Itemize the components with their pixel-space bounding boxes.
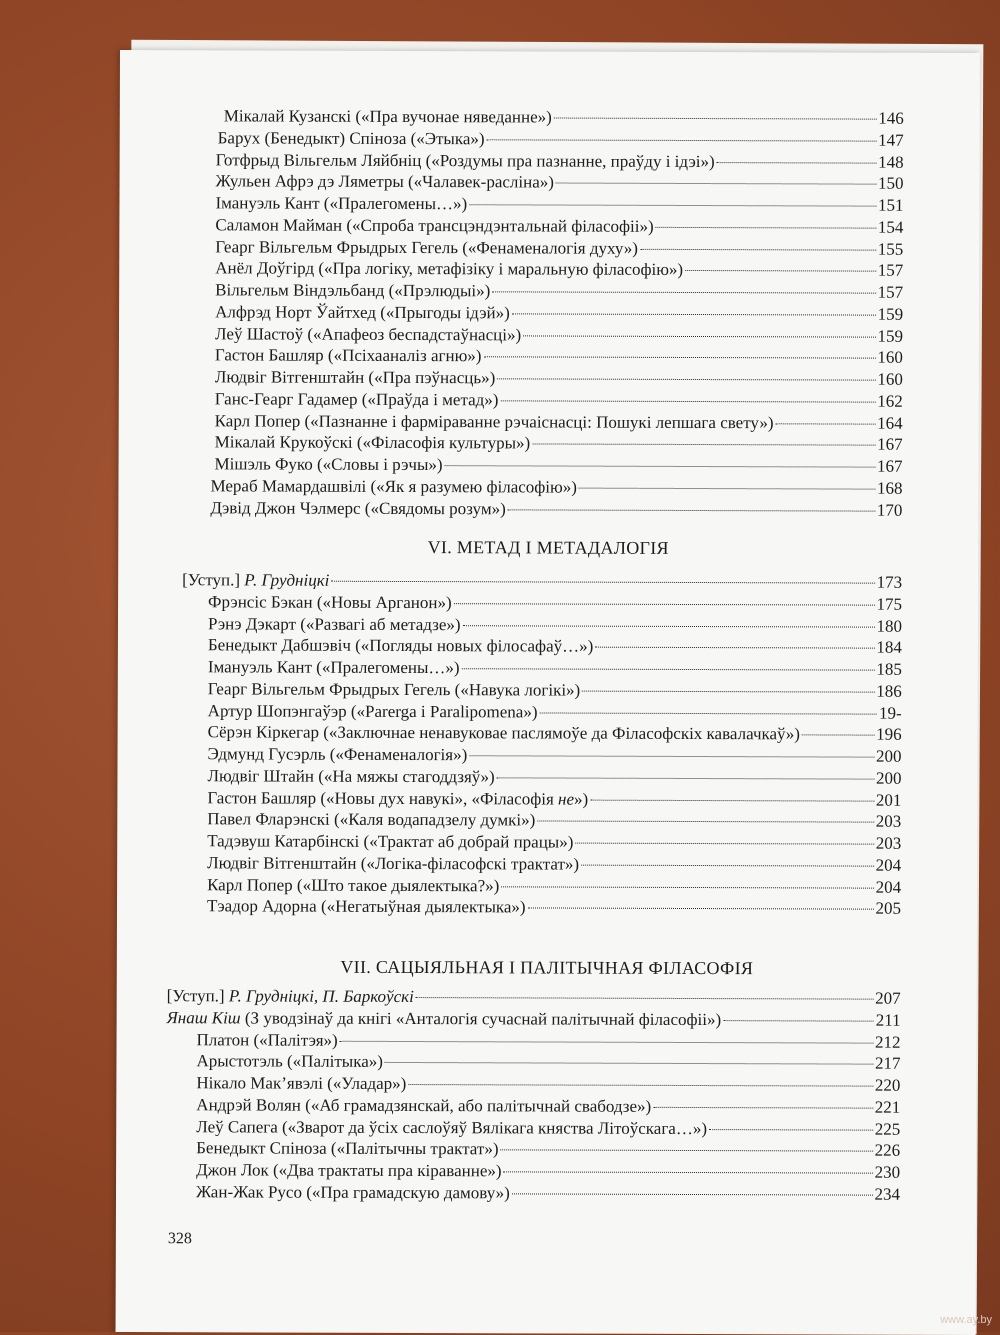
dot-leader <box>497 777 874 779</box>
toc-entry-page: 203 <box>875 811 902 831</box>
toc-entry-title <box>215 410 774 434</box>
toc-entry-text: Людвіг Вітгенштайн («Пра пэўнасць») <box>214 367 496 388</box>
toc-entry <box>215 258 903 282</box>
dot-leader <box>540 712 877 714</box>
toc-entry-page: 167 <box>877 434 903 454</box>
toc-entry-title <box>196 1051 383 1074</box>
toc-entry-title <box>215 192 467 215</box>
toc-entry-page: 200 <box>875 768 902 788</box>
toc-entry-page: 211 <box>875 1010 901 1030</box>
toc-entry <box>215 323 903 347</box>
toc-entry <box>196 1159 900 1183</box>
toc-entry-text: Ганс-Геарг Гадамер («Праўда і метад») <box>214 389 499 410</box>
dot-leader <box>487 139 877 141</box>
dot-leader <box>575 843 873 845</box>
toc-entry-text: Дэвід Джон Чэлмерс («Свядомы розум») <box>210 497 506 518</box>
toc-entry-title <box>215 279 490 302</box>
dot-leader <box>590 799 874 801</box>
toc-entry-text: Мішэль Фуко («Словы і рэчы») <box>214 454 443 475</box>
toc-entry-page: 157 <box>877 260 904 280</box>
dot-leader <box>416 997 873 1000</box>
toc-entry-title <box>208 722 800 746</box>
dot-leader <box>640 248 876 250</box>
toc-entry-title <box>208 591 452 614</box>
toc-entry-title <box>215 214 653 238</box>
toc-entry-title <box>215 388 499 411</box>
toc-entry <box>167 1007 901 1032</box>
toc-entry <box>196 1181 900 1205</box>
toc-entry-title <box>208 743 468 766</box>
toc-entry-title <box>215 345 482 368</box>
toc-entry-text: Фрэнсіс Бэкан («Новы Арганон») <box>208 592 452 612</box>
toc-entry <box>224 105 904 129</box>
toc-entry-title <box>208 678 581 701</box>
toc-entry <box>196 1094 900 1118</box>
toc-entry-title <box>218 127 485 150</box>
toc-entry-title <box>207 787 588 810</box>
toc-entry-text: Павел Фларэнскі («Каля водападзелу думкі») <box>207 809 536 830</box>
toc-entry-page: 221 <box>874 1097 901 1117</box>
toc-entry-author-italic: Р. Грудніцкі <box>244 570 330 590</box>
toc-entry <box>215 453 903 477</box>
dot-leader <box>508 509 875 511</box>
toc-entry-title <box>207 874 499 897</box>
toc-entry-title <box>215 366 495 389</box>
page-number: 328 <box>167 1230 192 1248</box>
dot-leader <box>483 357 875 359</box>
toc-entry-title <box>208 656 460 679</box>
toc-entry <box>215 432 903 456</box>
watermark: www.ay.by <box>940 1314 992 1326</box>
toc-entry-page: 168 <box>876 478 903 498</box>
toc-entry-page: 157 <box>877 282 904 302</box>
toc-entry-text: Карл Попер («Што такое дыялектыка?») <box>207 874 500 895</box>
dot-leader <box>523 335 875 337</box>
table-of-contents <box>116 50 980 1335</box>
toc-entry-page: 173 <box>876 572 903 592</box>
toc-entry-page: 162 <box>877 391 903 411</box>
toc-entry-title <box>208 700 538 723</box>
toc-entry <box>182 569 902 594</box>
toc-entry-text: Жульен Афрэ дэ Ляметры («Чалавек-расліна») <box>215 171 554 192</box>
toc-entry-title <box>216 171 554 194</box>
toc-entry <box>218 127 904 151</box>
toc-entry-text: Тадэвуш Катарбінскі («Трактат аб добрай працы») <box>207 831 574 852</box>
toc-entry-text: Вільгельм Віндэльбанд («Прэлюдыі») <box>215 280 491 301</box>
toc-entry-text: (З уводзінаў да кнігі «Анталогія сучаснай палітычнай філасофіі») <box>240 1008 722 1029</box>
toc-entry-page: 184 <box>876 637 902 657</box>
toc-entry <box>215 192 903 216</box>
toc-entry-text: Гастон Башляр («Новы дух навукі», «Філасофія <box>207 787 559 809</box>
toc-entry-page: 151 <box>877 195 904 215</box>
toc-entry-title <box>215 432 531 455</box>
toc-entry-title <box>215 323 521 346</box>
toc-entry-text: Мікалай Крукоўскі («Філасофія культуры») <box>214 432 531 453</box>
toc-entry-title <box>215 301 510 324</box>
toc-entry-page: 167 <box>877 456 903 476</box>
toc-entry-page: 204 <box>875 855 902 875</box>
dot-leader <box>462 668 875 670</box>
dot-leader <box>582 690 874 692</box>
toc-entry <box>196 1051 900 1075</box>
toc-entry <box>216 171 904 195</box>
toc-entry-page: 205 <box>875 898 902 918</box>
toc-entry-page: 170 <box>876 500 903 520</box>
toc-entry-text: Мераб Мамардашвілі («Як я разумею філасофію») <box>210 476 577 497</box>
toc-entry <box>196 1138 900 1162</box>
toc-entry-title <box>216 149 715 173</box>
toc-entry <box>208 743 902 767</box>
toc-entry-text: Платон («Палітэя») <box>196 1029 338 1050</box>
toc-entry-page: 204 <box>875 877 902 897</box>
toc-entry-page: 207 <box>875 988 901 1008</box>
toc-entry <box>208 700 902 724</box>
toc-entry-page: 154 <box>877 217 904 237</box>
toc-entry-text: Геарг Вільгельм Фрыдрых Гегель («Навука логікі») <box>207 679 581 700</box>
toc-entry-author-italic: Янаш Кіш <box>166 1007 241 1028</box>
toc-entry-page: 186 <box>876 681 902 701</box>
dot-leader <box>463 625 875 627</box>
toc-entry-italic: не <box>558 789 575 809</box>
toc-entry-page: 159 <box>877 304 904 324</box>
dot-leader <box>501 886 873 888</box>
toc-entry-title <box>196 1094 651 1118</box>
toc-entry-page: 180 <box>876 616 903 636</box>
toc-entry-title <box>207 809 535 832</box>
toc-entry-title <box>208 635 593 658</box>
toc-entry-text: Рэнэ Дэкарт («Развагі аб метадзе») <box>207 613 461 634</box>
toc-entry-title <box>215 453 443 476</box>
dot-leader <box>469 204 876 206</box>
toc-entry-title <box>197 1029 338 1051</box>
dot-leader <box>454 603 875 605</box>
toc-entry-text: Тэадор Адорна («Негатыўная дыялектыка») <box>206 896 526 917</box>
toc-entry <box>215 279 903 303</box>
toc-entry-text: Бенедыкт Дабшэвіч («Погляды новых філосафаў…») <box>207 635 594 656</box>
toc-entry-page: 185 <box>876 659 902 679</box>
toc-entry <box>215 301 903 325</box>
toc-entry <box>208 635 902 659</box>
toc-entry <box>215 236 903 260</box>
toc-entry-prefix: [Уступ.] <box>166 986 229 1006</box>
toc-entry-text: Імануэль Кант («Пралегомены…») <box>215 193 468 214</box>
toc-entry-title <box>210 475 576 498</box>
toc-entry-page: 226 <box>874 1140 901 1160</box>
toc-entry <box>210 497 902 521</box>
toc-entry-text: Эдмунд Гусэрль («Фенаменалогія») <box>207 744 468 765</box>
toc-entry <box>207 874 901 898</box>
toc-entry <box>215 388 903 412</box>
toc-entry <box>210 475 902 499</box>
section-heading: VI. МЕТАД І МЕТАДАЛОГІЯ <box>427 537 669 558</box>
toc-entry-title <box>224 105 552 128</box>
dot-leader <box>331 581 874 584</box>
toc-entry-title <box>207 896 526 919</box>
toc-entry-page: 212 <box>875 1032 901 1052</box>
toc-entry-text: Гастон Башляр («Псіхааналіз агню») <box>214 345 482 366</box>
dot-leader <box>595 647 874 649</box>
toc-entry-text: Джон Лок («Два трактаты пра кіраванне») <box>196 1160 502 1181</box>
toc-entry <box>207 809 901 833</box>
dot-leader <box>723 1020 874 1022</box>
toc-entry <box>215 410 903 434</box>
toc-entry-page: 200 <box>876 746 902 766</box>
toc-entry-page: 155 <box>877 239 904 259</box>
toc-entry-page: 196 <box>876 724 902 744</box>
dot-leader <box>504 1171 873 1173</box>
dot-leader <box>497 378 875 380</box>
dot-leader <box>776 423 876 424</box>
toc-entry-title <box>210 497 505 520</box>
dot-leader <box>709 1129 873 1131</box>
toc-entry-text: Імануэль Кант («Пралегомены…») <box>207 657 460 678</box>
toc-entry <box>216 149 904 173</box>
toc-entry <box>215 366 903 390</box>
dot-leader <box>528 908 874 910</box>
toc-entry <box>207 765 901 789</box>
toc-entry <box>208 656 902 680</box>
toc-entry-title <box>196 1181 510 1204</box>
toc-entry-text: Людвіг Вітгенштайн («Логіка-філасофскі трактат») <box>207 853 580 874</box>
toc-entry-text: Саламон Майман («Спроба трансцэндэнтальнай філасофіі») <box>215 215 654 236</box>
toc-entry-prefix: [Уступ.] <box>182 570 245 590</box>
toc-entry-text: Барух (Бенедыкт) Спіноза («Этыка») <box>217 128 485 149</box>
toc-entry-page: 230 <box>874 1162 901 1182</box>
dot-leader <box>537 821 874 823</box>
toc-entry-title <box>207 830 573 853</box>
toc-entry-page: 225 <box>874 1119 901 1139</box>
dot-leader <box>554 118 876 120</box>
dot-leader <box>653 1107 873 1109</box>
toc-entry-title <box>196 1138 498 1161</box>
toc-entry-title <box>207 765 494 788</box>
toc-entry-title <box>167 1007 722 1031</box>
toc-entry <box>207 896 901 920</box>
toc-entry-suffix: ») <box>573 789 589 809</box>
toc-entry <box>207 830 901 854</box>
toc-entry-page: 201 <box>875 790 902 810</box>
dot-leader <box>581 864 874 866</box>
book-page <box>116 50 980 1335</box>
toc-entry-title <box>167 985 414 1008</box>
toc-entry-text: Леў Шастоў («Апафеоз беспадстаўнасці») <box>214 323 522 344</box>
section-heading: VII. САЦЫЯЛЬНАЯ І ПАЛІТЫЧНАЯ ФІЛАСОФІЯ <box>340 956 754 979</box>
dot-leader <box>802 735 874 736</box>
toc-entry-text: Арыстотэль («Палітыка») <box>196 1051 383 1072</box>
toc-entry-title <box>207 852 579 875</box>
toc-entry-title <box>196 1159 502 1182</box>
toc-entry-page: 175 <box>876 594 903 614</box>
toc-entry <box>215 214 903 238</box>
toc-entry-title <box>182 569 329 592</box>
toc-entry-text: Геарг Вільгельм Фрыдрых Гегель («Фенаменалогія духу») <box>215 236 638 258</box>
toc-entry-page: 160 <box>877 369 903 389</box>
dot-leader <box>385 1062 873 1065</box>
dot-leader <box>445 465 876 468</box>
toc-entry <box>208 591 902 615</box>
toc-entry-title <box>215 258 683 282</box>
dot-leader <box>685 270 876 272</box>
dot-leader <box>656 227 876 229</box>
toc-entry-text: Нікало Мак’явэлі («Уладар») <box>196 1073 407 1094</box>
toc-entry-title <box>196 1072 406 1095</box>
toc-entry-page: 160 <box>877 347 903 367</box>
toc-entry-page: 217 <box>874 1053 901 1073</box>
toc-entry-page: 148 <box>878 152 904 172</box>
toc-entry <box>197 1029 901 1053</box>
dot-leader <box>532 444 875 446</box>
toc-entry <box>215 345 903 369</box>
toc-entry <box>207 787 901 811</box>
toc-entry-text: Сёрэн Кіркегар («Заключнае ненавуковае паслямоўе да Філасофскіх кавалачкаў») <box>207 722 800 744</box>
toc-entry-text: Алфрэд Норт Ўайтхед («Прыгоды ідэй») <box>215 302 510 323</box>
dot-leader <box>340 1040 873 1043</box>
dot-leader <box>408 1084 873 1087</box>
toc-entry-title <box>196 1116 707 1140</box>
toc-entry-page: 220 <box>874 1075 901 1095</box>
dot-leader <box>556 183 876 185</box>
toc-entry-text: Бенедыкт Спіноза («Палітычны трактат») <box>196 1138 499 1159</box>
toc-entry <box>207 852 901 876</box>
dot-leader <box>500 400 875 402</box>
toc-entry-text: Анёл Доўгірд («Пра логіку, метафізіку і маральную філасофію») <box>215 258 684 280</box>
toc-entry <box>208 613 902 637</box>
toc-entry-page: 19- <box>878 703 902 723</box>
toc-entry <box>196 1116 900 1140</box>
toc-entry-page: 146 <box>878 108 904 128</box>
toc-entry-page: 203 <box>875 833 902 853</box>
dot-leader <box>579 487 875 489</box>
toc-entry-text: Карл Попер («Пазнанне і фарміраванне рэчаіснасці: Пошукі лепшага свету») <box>214 410 774 432</box>
toc-entry-page: 147 <box>878 130 904 150</box>
dot-leader <box>492 291 875 293</box>
toc-entry-text: Андрэй Волян («Аб грамадзянскай, або палітычнай свабодзе») <box>196 1095 652 1116</box>
toc-entry <box>208 722 902 746</box>
toc-entry-text: Готфрыд Вільгельм Ляйбніц («Роздумы пра пазнанне, праўду і ідэі») <box>215 149 715 171</box>
toc-entry-page: 234 <box>874 1184 901 1204</box>
toc-entry-text: Леў Сапега («Зварот да ўсіх саслоўяў Вялікага княства Літоўскага…») <box>196 1116 708 1138</box>
toc-entry-page: 164 <box>877 413 903 433</box>
toc-entry <box>196 1072 900 1096</box>
dot-leader <box>717 162 876 164</box>
toc-entry-text: Артур Шопэнгаўэр («Parerga і Paralipomena») <box>207 700 538 721</box>
toc-entry-text: Людвіг Штайн («На мяжы стагоддзяў») <box>207 766 495 787</box>
toc-entry-page: 159 <box>877 326 904 346</box>
dot-leader <box>512 1193 873 1195</box>
toc-entry-text: Мікалай Кузанскі («Пра вучонае няведанне») <box>223 106 552 127</box>
toc-entry <box>167 985 901 1010</box>
dot-leader <box>501 1150 873 1152</box>
toc-entry <box>208 678 902 702</box>
toc-entry-title <box>215 236 638 259</box>
dot-leader <box>469 755 874 757</box>
toc-entry-text: Жан-Жак Русо («Пра грамадскую дамову») <box>195 1182 510 1203</box>
toc-entry-author-italic: Р. Грудніцкі, П. Баркоўскі <box>228 986 414 1007</box>
dot-leader <box>512 313 876 315</box>
toc-entry-title <box>208 613 461 636</box>
toc-entry-page: 150 <box>878 173 904 193</box>
